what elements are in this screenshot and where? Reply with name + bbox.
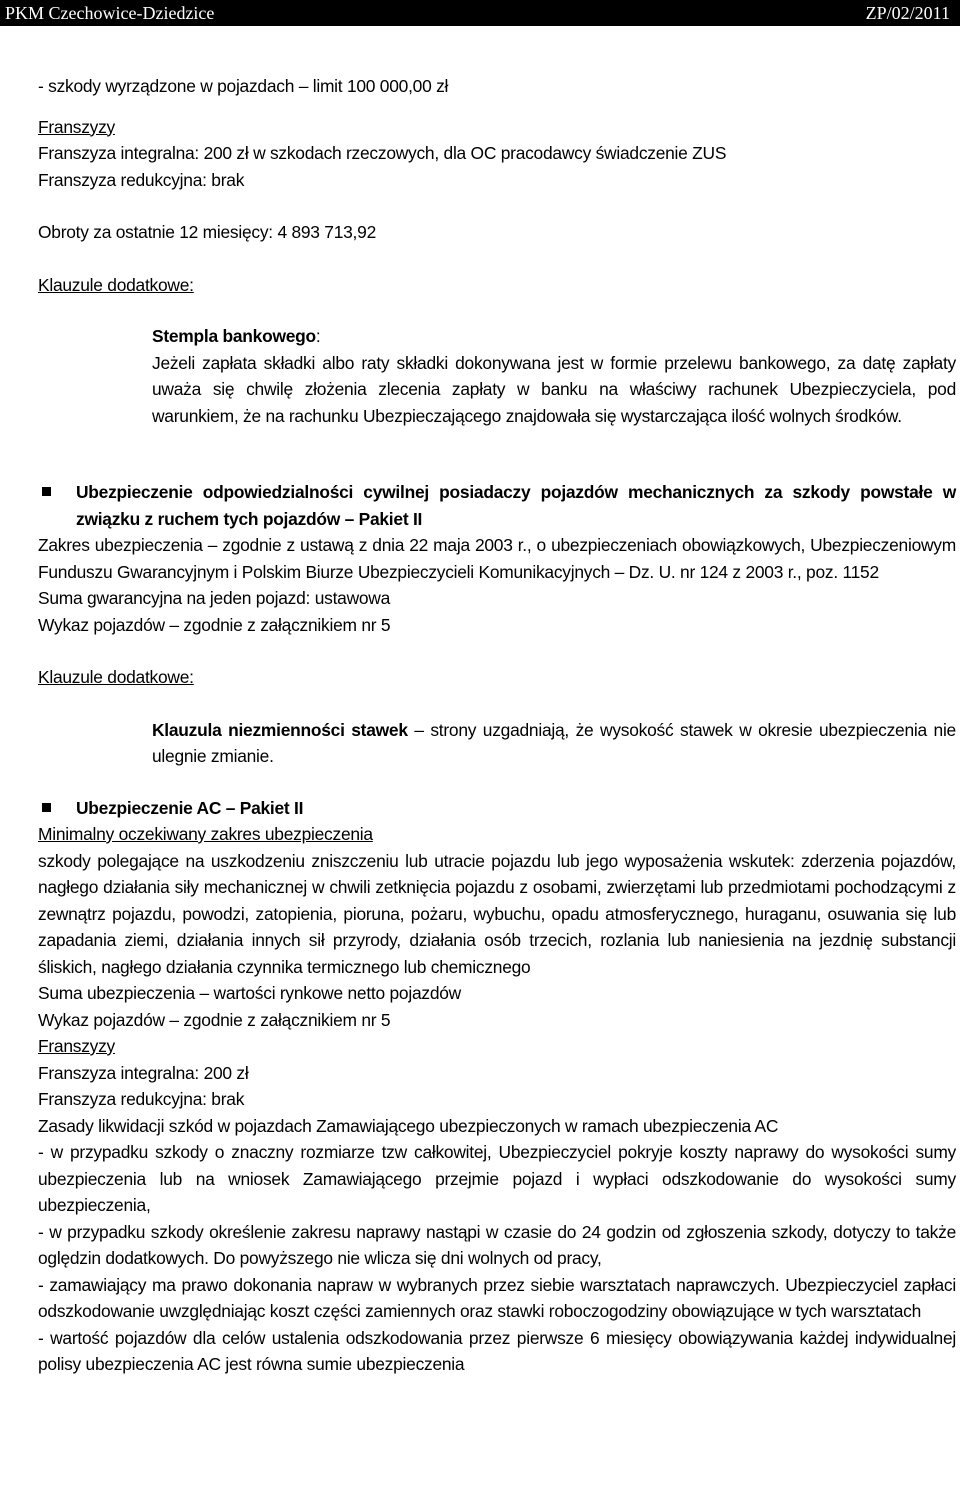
clause-stempla: [152, 323, 956, 429]
section-ac-item: - wartość pojazdów dla celów ustalenia odszkodowania przez pierwsze 6 miesięcy obowiązywania każdej indywidualnej polisy ubezpieczenia AC jest równa sumie ubezpieczenia: [38, 1327, 956, 1374]
section-ac-franszyzy-heading: Franszyzy: [38, 1036, 115, 1056]
section-ac-franszyza-integralna: Franszyza integralna: 200 zł: [38, 1062, 249, 1083]
klauzule-heading-2: Klauzule dodatkowe:: [38, 667, 194, 687]
klauzule-heading-1: Klauzule dodatkowe:: [38, 274, 194, 295]
section-oc-suma: Suma gwarancyjna na jeden pojazd: ustawowa: [38, 588, 391, 608]
clause-niezmiennosci: [152, 717, 956, 770]
section-ac-item: - w przypadku szkody określenie zakresu naprawy nastąpi w czasie do 24 godzin od zgłoszenia szkody, dotyczy to także oględzin dodatkowych. Do powyższego nie wlicza się dni wolnych od pracy,: [38, 1221, 956, 1268]
section-ac-item: - w przypadku szkody o znaczny rozmiarze tzw całkowitej, Ubezpieczyciel pokryje koszty naprawy do wysokości sumy ubezpieczenia lub na wniosek Zamawiającego przejmie pojazd i wypłaci odszkodowanie do wysokości sumy ubezpieczenia,: [38, 1142, 956, 1215]
franszyzy-heading: Franszyzy: [38, 116, 115, 137]
page-header: [0, 0, 960, 26]
clause-niezmiennosci-title: Klauzula niezmienności stawek: [152, 719, 408, 740]
section-ac: [38, 795, 956, 822]
section-ac-min-zakres: Minimalny oczekiwany zakres ubezpieczenia: [38, 824, 373, 844]
franszyza-integralna: Franszyza integralna: 200 zł w szkodach rzeczowych, dla OC pracodawcy świadczenie ZUS: [38, 143, 727, 163]
section-ac-franszyza-redukcyjna: Franszyza redukcyjna: brak: [38, 1089, 245, 1109]
bullet-square-icon: [42, 803, 51, 812]
section-oc: [38, 479, 956, 532]
section-ac-zasady: Zasady likwidacji szkód w pojazdach Zamawiającego ubezpieczonych w ramach ubezpieczenia AC: [38, 1115, 779, 1136]
document-body: [38, 26, 956, 1378]
section-ac-item: - zamawiający ma prawo dokonania napraw w wybranych przez siebie warsztatach naprawczych. Ubezpieczyciel zapłaci odszkodowanie uwzględniając koszt części zamiennych oraz stawki roboczogodziny obowiązujące w tych warsztatach: [38, 1274, 956, 1321]
section-ac-title: Ubezpieczenie AC – Pakiet II: [76, 797, 304, 818]
section-ac-wykaz: Wykaz pojazdów – zgodnie z załącznikiem nr 5: [38, 1009, 391, 1030]
section-oc-title: Ubezpieczenie odpowiedzialności cywilnej posiadaczy pojazdów mechanicznych za szkody powstałe w związku z ruchem tych pojazdów – Pakiet II: [76, 482, 956, 529]
section-oc-wykaz: Wykaz pojazdów – zgodnie z załącznikiem nr 5: [38, 614, 391, 635]
header-doc-number: ZP/02/2011: [865, 2, 950, 23]
franszyza-redukcyjna: Franszyza redukcyjna: brak: [38, 169, 245, 190]
section-ac-suma: Suma ubezpieczenia – wartości rynkowe netto pojazdów: [38, 983, 461, 1003]
clause-niezmiennosci-text: – strony uzgadniają, że wysokość stawek w okresie ubezpieczenia nie ulegnie zmianie.: [152, 719, 956, 766]
header-left-title: PKM Czechowice-Dziedzice: [5, 2, 215, 23]
obroty-line: Obroty za ostatnie 12 miesięcy: 4 893 713,92: [38, 222, 376, 242]
clause-stempla-colon: :: [315, 326, 321, 346]
section-oc-zakres: Zakres ubezpieczenia – zgodnie z ustawą z dnia 22 maja 2003 r., o ubezpieczeniach obowiązkowych, Ubezpieczeniowym Funduszu Gwarancyjnym i Polskim Biurze Ubezpieczycieli Komunikacyjnych – Dz. U. nr 124 z 2003 r., poz. 1152: [38, 535, 956, 582]
clause-stempla-text: Jeżeli zapłata składki albo raty składki dokonywana jest w formie przelewu bankowego, za datę zapłaty uważa się chwilę złożenia zlecenia zapłaty w banku na właściwy rachunek Ubezpieczyciela, pod warunkiem, że na rachunku Ubezpieczającego znajdowała się wystarczająca ilość wolnych środków.: [152, 352, 956, 426]
bullet-square-icon: [42, 487, 51, 496]
clause-stempla-title: Stempla bankowego: [152, 326, 316, 346]
limit-line: - szkody wyrządzone w pojazdach – limit 100 000,00 zł: [38, 76, 449, 96]
section-ac-szkody: szkody polegające na uszkodzeniu zniszczeniu lub utracie pojazdu lub jego wyposażenia wskutek: zderzenia pojazdów, nagłego działania siły mechanicznej w chwili zetknięcia pojazdu z osobami, zwierzętami lub przedmiotami pochodzącymi z zewnątrz pojazdu, powodzi, zatopienia, pioruna, pożaru, wybuchu, opadu atmosferycznego, huraganu, osuwania się lub zapadania ziemi, działania innych sił przyrody, działania osób trzecich, rozlania lub naniesienia na jezdnię substancji śliskich, nagłego działania czynnika termicznego lub chemicznego: [38, 850, 956, 977]
